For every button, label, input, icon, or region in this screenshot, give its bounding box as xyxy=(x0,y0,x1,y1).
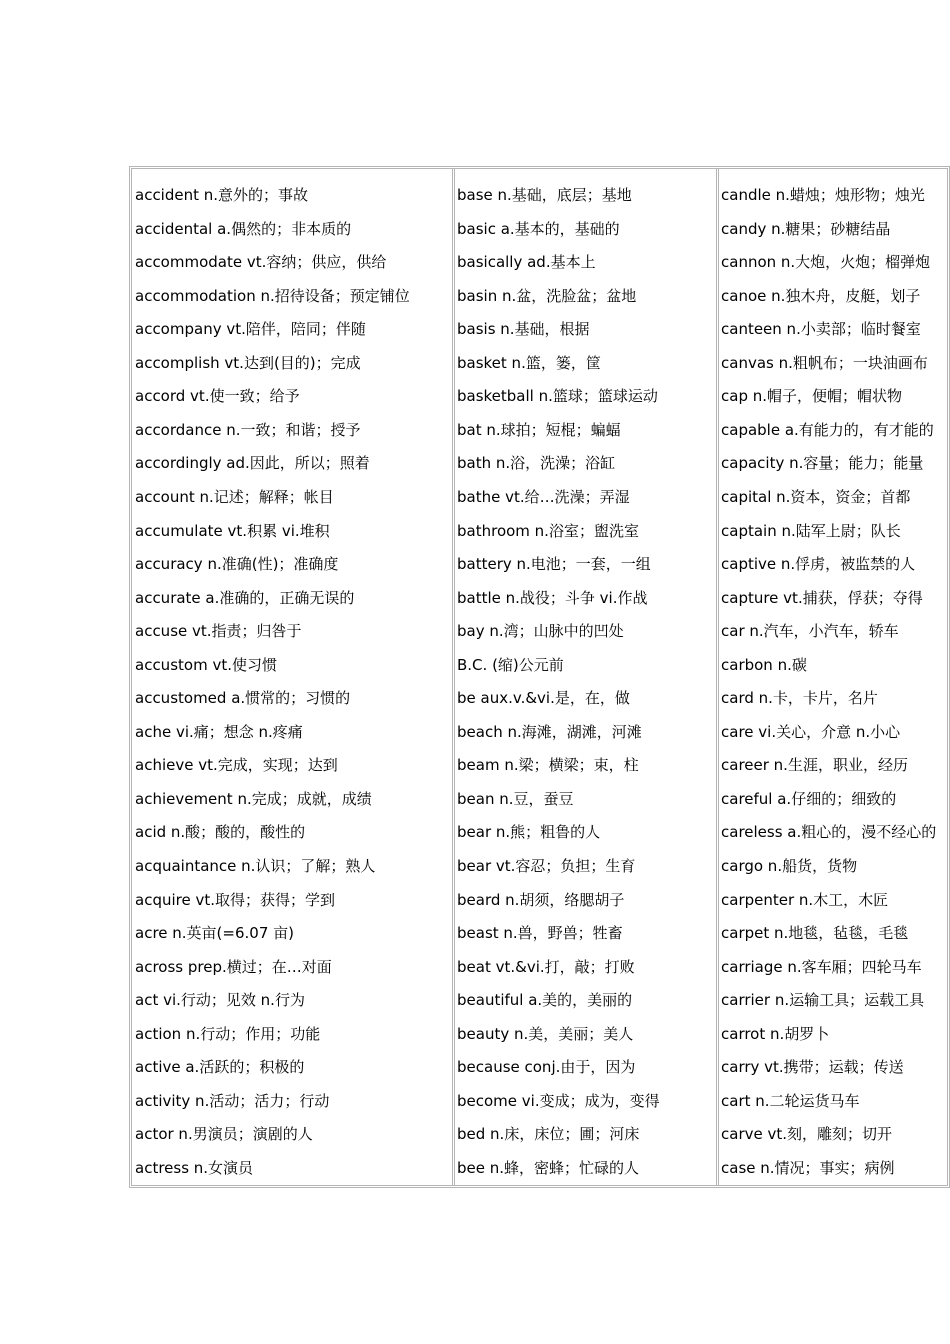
vocab-entry: acquire vt.取得；获得；学到 xyxy=(135,890,335,909)
vocab-entry: activity n.活动；活力；行动 xyxy=(135,1091,330,1110)
vocab-entry: actress n.女演员 xyxy=(135,1158,254,1177)
vocab-entry: active a.活跃的；积极的 xyxy=(135,1058,305,1077)
vocab-entry: beam n.梁；横梁；束，柱 xyxy=(457,756,639,775)
vocab-entry: beard n.胡须，络腮胡子 xyxy=(457,890,625,909)
vocab-entry: bay n.湾；山脉中的凹处 xyxy=(457,622,624,641)
vocab-entry: careful a.仔细的；细致的 xyxy=(721,789,897,808)
vocab-entry: capture vt.捕获，俘获；夺得 xyxy=(721,588,923,607)
vocab-entry: acid n.酸；酸的，酸性的 xyxy=(135,823,306,842)
vocab-entry: canteen n.小卖部；临时餐室 xyxy=(721,320,921,339)
vocab-entry: beautiful a.美的，美丽的 xyxy=(457,991,633,1010)
vocab-entry: canoe n.独木舟，皮艇，划子 xyxy=(721,286,921,305)
vocab-entry: accommodate vt.容纳；供应，供给 xyxy=(135,253,387,272)
vocab-entry: capacity n.容量；能力；能量 xyxy=(721,454,924,473)
vocabulary-table xyxy=(129,166,950,1188)
vocab-entry: candle n.蜡烛；烛形物；烛光 xyxy=(721,186,925,204)
vocab-entry: beast n.兽，野兽；牲畜 xyxy=(457,924,623,943)
vocab-entry: bear vt.容忍；负担；生育 xyxy=(457,857,636,875)
vocab-entry: basket n.篮，篓，筐 xyxy=(457,353,601,372)
vocab-entry: beauty n.美，美丽；美人 xyxy=(457,1024,634,1043)
vocab-entry: bathroom n.浴室；盥洗室 xyxy=(457,521,639,540)
vocab-entry: accordance n.一致；和谐；授予 xyxy=(135,420,361,439)
vocab-entry: career n.生涯，职业，经历 xyxy=(721,756,908,775)
vocab-entry: actor n.男演员；演剧的人 xyxy=(135,1125,313,1144)
vocab-entry: accomplish vt.达到(目的)；完成 xyxy=(135,353,361,372)
vocab-entry: acquaintance n.认识；了解；熟人 xyxy=(135,857,376,875)
vocab-entry: basically ad.基本上 xyxy=(457,253,596,272)
vocab-entry: accord vt.使一致；给予 xyxy=(135,387,300,406)
vocab-entry: battle n.战役；斗争 vi.作战 xyxy=(457,588,648,607)
vocab-entry: act vi.行动；见效 n.行为 xyxy=(135,991,305,1010)
vocab-entry: care vi.关心，介意 n.小心 xyxy=(721,722,901,741)
vocab-entry: capable a.有能力的，有才能的 xyxy=(721,420,934,439)
vocab-entry: accommodation n.招待设备；预定铺位 xyxy=(135,286,410,305)
vocab-entry: accuracy n.准确(性)；准确度 xyxy=(135,555,339,574)
vocab-column-b xyxy=(454,169,718,1185)
vocab-entry: accuse vt.指责；归咎于 xyxy=(135,622,302,641)
vocab-entry: accustomed a.惯常的；习惯的 xyxy=(135,689,351,708)
vocab-entry: accident n.意外的；事故 xyxy=(135,186,309,204)
vocab-entry: cart n.二轮运货马车 xyxy=(721,1091,860,1110)
vocab-entry: base n.基础，底层；基地 xyxy=(457,186,632,204)
vocab-entry: card n.卡，卡片，名片 xyxy=(721,689,878,708)
vocab-entry: beach n.海滩，湖滩，河滩 xyxy=(457,722,642,741)
vocab-entry: achieve vt.完成，实现；达到 xyxy=(135,756,338,775)
vocab-entry: accustom vt.使习惯 xyxy=(135,655,277,674)
vocab-entry: basketball n.篮球；篮球运动 xyxy=(457,387,658,406)
vocab-entry: carpenter n.木工，木匠 xyxy=(721,890,889,909)
vocab-entry: bat n.球拍；短棍；蝙蝠 xyxy=(457,420,621,439)
vocab-entry: accordingly ad.因此，所以；照着 xyxy=(135,454,370,473)
vocab-entry: bathe vt.给…洗澡；弄湿 xyxy=(457,487,630,506)
vocab-entry: achievement n.完成；成就，成绩 xyxy=(135,789,372,808)
vocab-entry: carve vt.刻，雕刻；切开 xyxy=(721,1125,893,1144)
vocab-entry: cargo n.船货，货物 xyxy=(721,857,858,875)
vocab-entry: beat vt.&vi.打，敲；打败 xyxy=(457,957,635,976)
vocab-entry: carpet n.地毯，毡毯，毛毯 xyxy=(721,924,909,943)
vocab-entry: across prep.横过；在…对面 xyxy=(135,957,332,976)
vocab-entry: accurate a.准确的，正确无误的 xyxy=(135,588,355,607)
vocab-entry: basis n.基础，根据 xyxy=(457,320,590,339)
vocab-entry: accumulate vt.积累 vi.堆积 xyxy=(135,521,330,540)
vocab-entry: become vi.变成；成为，变得 xyxy=(457,1091,660,1110)
vocab-entry: candy n.糖果；砂糖结晶 xyxy=(721,219,891,238)
vocab-entry: accompany vt.陪伴，陪同；伴随 xyxy=(135,320,366,339)
vocab-entry: action n.行动；作用；功能 xyxy=(135,1024,321,1043)
vocab-column-a xyxy=(132,169,452,1185)
vocab-column-c xyxy=(718,169,950,1185)
vocab-entry: account n.记述；解释；帐目 xyxy=(135,487,334,506)
vocab-entry: bean n.豆，蚕豆 xyxy=(457,789,574,808)
vocab-entry: basin n.盆，洗脸盆；盆地 xyxy=(457,286,637,305)
vocab-entry: cannon n.大炮，火炮；榴弹炮 xyxy=(721,253,931,272)
vocab-entry: acre n.英亩(=6.07 亩) xyxy=(135,924,294,943)
vocab-entry: bath n.浴，洗澡；浴缸 xyxy=(457,454,616,473)
vocab-entry: case n.情况；事实；病例 xyxy=(721,1158,895,1177)
vocab-entry: basic a.基本的，基础的 xyxy=(457,219,620,238)
vocab-entry: battery n.电池；一套，一组 xyxy=(457,555,651,574)
vocab-entry: accidental a.偶然的；非本质的 xyxy=(135,219,352,238)
vocab-entry: cap n.帽子，便帽；帽状物 xyxy=(721,387,903,406)
vocab-entry: B.C. (缩)公元前 xyxy=(457,655,564,674)
vocab-entry: carriage n.客车厢；四轮马车 xyxy=(721,957,922,976)
vocab-entry: ache vi.痛；想念 n.疼痛 xyxy=(135,722,303,741)
vocab-entry: careless a.粗心的，漫不经心的 xyxy=(721,823,937,842)
vocab-entry: carry vt.携带；运载；传送 xyxy=(721,1058,904,1077)
vocab-entry: car n.汽车，小汽车，轿车 xyxy=(721,622,899,641)
vocab-entry: capital n.资本，资金；首都 xyxy=(721,487,911,506)
vocab-entry: canvas n.粗帆布；一块油画布 xyxy=(721,353,928,372)
vocab-entry: because conj.由于，因为 xyxy=(457,1058,636,1077)
vocab-entry: carrot n.胡罗卜 xyxy=(721,1024,830,1043)
vocab-entry: captive n.俘虏，被监禁的人 xyxy=(721,555,916,574)
vocab-entry: carrier n.运输工具；运载工具 xyxy=(721,991,925,1010)
vocab-entry: carbon n.碳 xyxy=(721,655,807,674)
vocab-entry: captain n.陆军上尉；队长 xyxy=(721,521,901,540)
vocab-entry: be aux.v.&vi.是，在，做 xyxy=(457,689,630,708)
vocab-entry: bee n.蜂，密蜂；忙碌的人 xyxy=(457,1158,640,1177)
vocab-entry: bear n.熊；粗鲁的人 xyxy=(457,823,601,842)
vocab-entry: bed n.床，床位；圃；河床 xyxy=(457,1125,640,1144)
